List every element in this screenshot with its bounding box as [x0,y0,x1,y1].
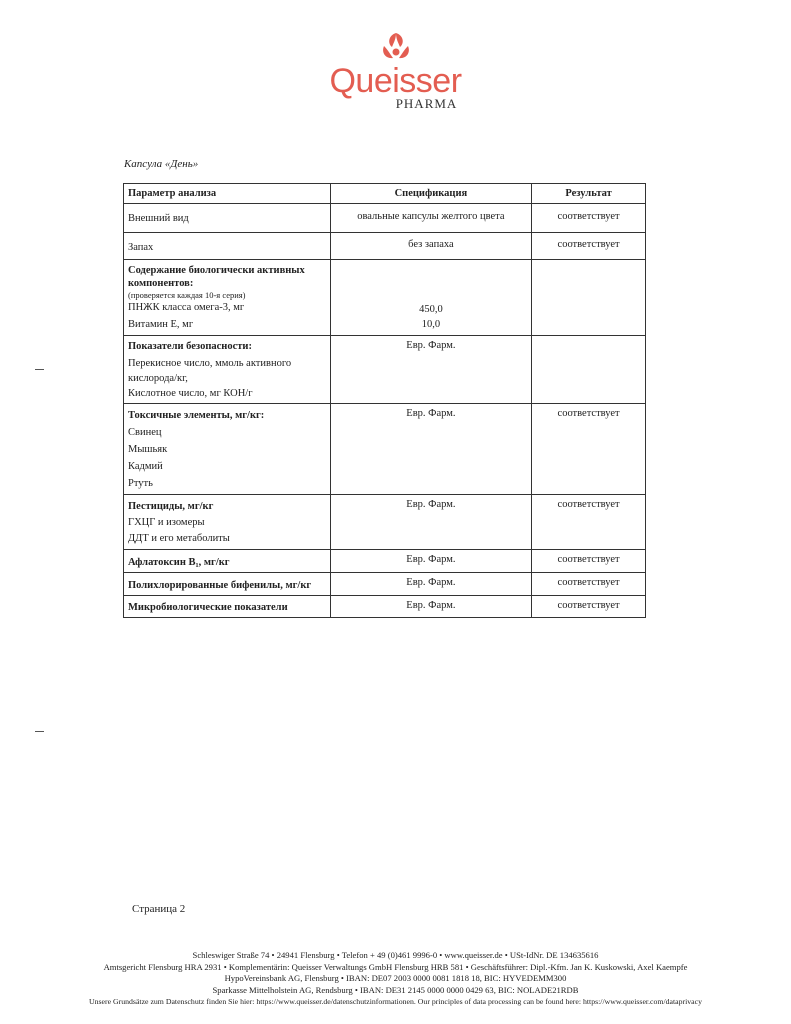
specification-table [123,183,646,618]
spec-value: 450,0 [419,304,443,315]
spec-value: Евр. Фарм. [330,404,532,495]
brand-name: Queisser [329,62,462,100]
result-value: соответствует [532,573,646,596]
header-specification: Спецификация [330,184,532,204]
table-row [124,204,646,233]
spec-value: Евр. Фарм. [330,550,532,573]
param-text: Ртуть [128,478,153,489]
footer-line: HypoVereinsbank AG, Flensburg • IBAN: DE07 2003 0000 0081 1818 18, BIC: HYVEDEMM300 [224,973,567,983]
margin-mark [35,731,44,732]
table-row [124,573,646,596]
param-text: Перекисное число, ммоль активного кислорода/кг, [128,358,292,384]
table-row [124,596,646,618]
spec-value: 10,0 [421,319,441,330]
table-row [124,336,646,404]
param-group-note: (проверяется каждая 10-я серия) [128,290,246,300]
margin-mark [35,369,44,370]
spec-value: овальные капсулы желтого цвета [330,204,532,233]
footer-line: Amtsgericht Flensburg HRA 2931 • Komplementärin: Queisser Verwaltungs GmbH Flensburg HRB 581 • Geschäftsführer: Dipl.-Kfm. Jan K. Kuskowski, Axel Kaempfe [103,961,688,972]
param-text: Внешний вид [128,213,189,224]
table-header-row [124,184,646,204]
param-text: ДДТ и его метаболиты [128,533,230,544]
table-row [124,260,646,336]
table-row [124,495,646,550]
result-value [532,336,646,404]
page-number: Страница 2 [132,903,186,915]
param-group-title: Токсичные элементы, мг/кг: [128,410,265,421]
param-group-title: Содержание биологически активных компонентов: [128,265,305,289]
result-value: соответствует [532,233,646,260]
section-caption: Капсула «День» [124,158,199,170]
param-group-title: Показатели безопасности: [128,341,252,352]
company-footer [0,950,791,1008]
result-value: соответствует [532,550,646,573]
table-row [124,404,646,495]
company-logo [0,30,791,110]
footer-line: Sparkasse Mittelholstein AG, Rendsburg • IBAN: DE31 2145 0000 0000 0429 63, BIC: NOLADE21RDB [212,984,579,995]
spec-value: Евр. Фарм. [330,573,532,596]
param-group-title: Микробиологические показатели [124,596,331,618]
footer-line: Schleswiger Straße 74 • 24941 Flensburg • Telefon + 49 (0)461 9996-0 • www.queisser.de • USt-IdNr. DE 134635616 [192,950,599,960]
table-row [124,233,646,260]
result-value: соответствует [532,596,646,618]
header-parameter: Параметр анализа [124,184,331,204]
spec-value: Евр. Фарм. [330,495,532,550]
table-row [124,550,646,573]
param-text: ГХЦГ и изомеры [128,517,205,528]
brand-subtitle: PHARMA [395,96,458,111]
param-group-title: Пестициды, мг/кг [128,501,214,512]
result-value: соответствует [532,204,646,233]
param-text: Запах [128,242,154,253]
param-text: Кадмий [128,461,163,472]
spec-value: без запаха [330,233,532,260]
param-text: Витамин Е, мг [128,319,194,330]
param-text: Свинец [128,427,162,438]
param-text: Кислотное число, мг КОН/г [128,388,253,399]
param-text: ПНЖК класса омега-3, мг [128,302,245,313]
result-value: соответствует [532,495,646,550]
param-group-title: Афлатоксин B₁, мг/кг [124,550,331,573]
footer-privacy-line: Unsere Grundsätze zum Datenschutz finden Sie hier: https://www.queisser.de/datenschutzinformationen. Our principles of data processing can be found here: https://www.queisser.com/dataprivacy [88,997,703,1006]
result-value: соответствует [532,404,646,495]
param-text: Мышьяк [128,444,168,455]
param-group-title: Полихлорированные бифенилы, мг/кг [124,573,331,596]
spec-value: Евр. Фарм. [330,596,532,618]
queisser-leaf-logo-icon [378,30,414,64]
result-value [532,260,646,336]
spec-value: Евр. Фарм. [330,336,532,404]
header-result: Результат [532,184,646,204]
